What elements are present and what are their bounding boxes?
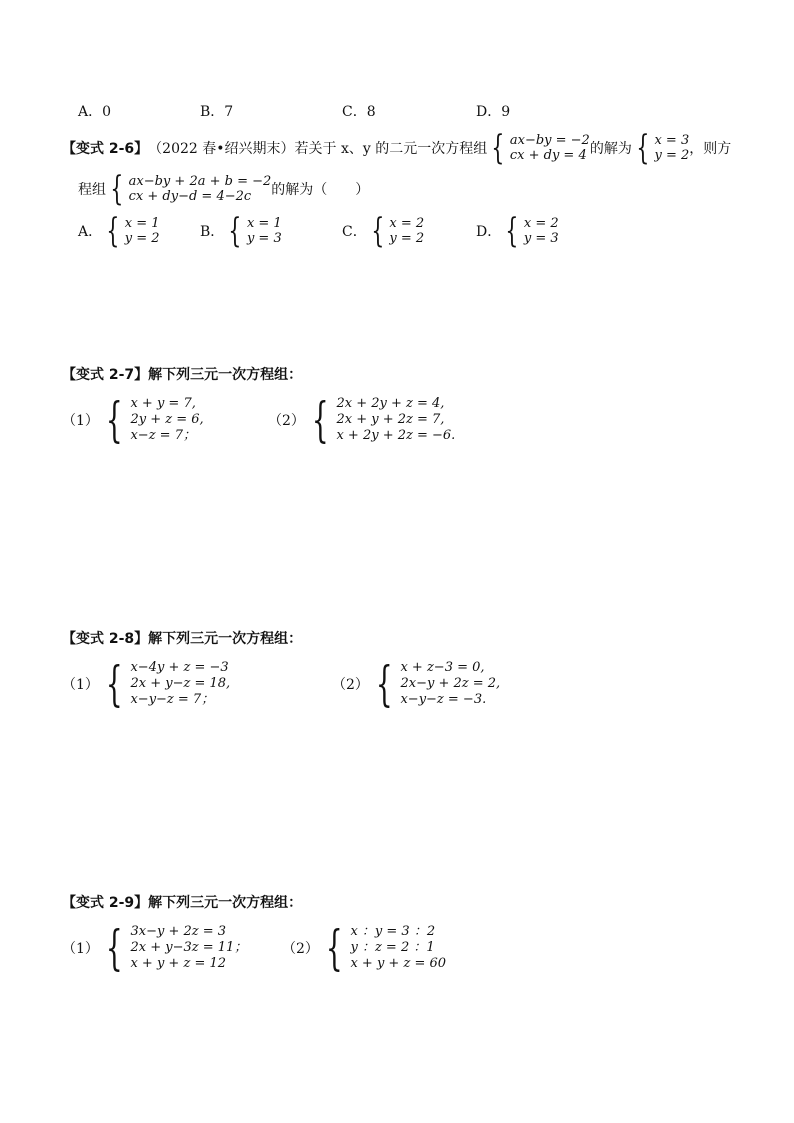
brace: { [491, 128, 505, 168]
option-label: D． [476, 224, 502, 240]
equation-line: x = 3 [654, 133, 690, 148]
option-c [342, 211, 425, 251]
brace: { [105, 392, 123, 448]
option-system [102, 211, 160, 251]
equation-line: x−y−z = 7； [130, 692, 215, 707]
equation-line: x = 2 [389, 216, 425, 231]
option-label: B． [200, 224, 225, 240]
question-2-8-title: 【变式 2-8】解下列三元一次方程组： [62, 631, 303, 647]
equation-line: x + z−3 = 0, [400, 660, 485, 675]
question-2-6-line2 [78, 169, 370, 209]
equation-lines [524, 214, 559, 248]
equation-lines [510, 131, 590, 165]
question-source: （2022 春•绍兴期末）若关于 x、y 的二元一次方程组 [148, 141, 488, 157]
equation-line: y = 2 [654, 148, 690, 163]
equation-lines [654, 131, 689, 165]
equation-lines [400, 660, 500, 708]
equation-lines [130, 924, 247, 972]
equation-line: x−y−z = −3. [400, 692, 487, 707]
brace: { [325, 920, 343, 976]
equation-lines [247, 214, 282, 248]
equation-system-2 [106, 169, 272, 209]
question-2-7-part1 [62, 392, 204, 448]
equation-lines [130, 660, 230, 708]
solution-system-1 [632, 128, 690, 168]
brace: { [105, 656, 123, 712]
option-c: C．8 [342, 104, 376, 120]
equation-system [99, 392, 204, 448]
equation-line: x + y + z = 12 [130, 956, 227, 971]
option-label: C． [342, 224, 367, 240]
equation-system [99, 656, 231, 712]
equation-line: x + 2y + 2z = −6. [336, 428, 456, 443]
question-2-7-title: 【变式 2-7】解下列三元一次方程组： [62, 367, 303, 383]
brace: { [228, 211, 242, 251]
equation-line: y ：z = 2 ：1 [350, 940, 435, 955]
question-2-8-part2 [332, 656, 501, 712]
option-d: D．9 [476, 104, 511, 120]
question-2-9-title: 【变式 2-9】解下列三元一次方程组： [62, 895, 303, 911]
equation-lines [350, 924, 446, 972]
equation-line: x + y = 7, [130, 396, 196, 411]
question-2-6-line1 [62, 128, 732, 168]
equation-line: cx + dy = 4 [509, 148, 587, 163]
equation-line: 3x−y + 2z = 3 [130, 924, 227, 939]
equation-line: x−z = 7； [130, 428, 196, 443]
equation-lines [125, 214, 160, 248]
text-segment: 的解为（ ） [271, 182, 370, 198]
option-d [476, 211, 559, 251]
option-a [78, 211, 160, 251]
equation-line: y = 2 [389, 231, 425, 246]
question-2-8-part1 [62, 656, 231, 712]
question-tag: 【变式 2-6】 [62, 141, 149, 157]
equation-system [99, 920, 248, 976]
equation-line: 2x + y−z = 18, [130, 676, 231, 691]
part-label: （2） [332, 677, 369, 693]
equation-line: cx + dy−d = 4−2c [128, 189, 252, 204]
option-b [200, 211, 282, 251]
option-system [501, 211, 559, 251]
option-system [224, 211, 282, 251]
equation-line: 2x + y−3z = 11； [130, 940, 248, 955]
equation-line: 2x + 2y + z = 4, [336, 396, 445, 411]
brace: { [311, 392, 329, 448]
equation-system-1 [487, 128, 590, 168]
brace: { [371, 211, 385, 251]
equation-lines [336, 396, 455, 444]
equation-line: x = 2 [523, 216, 559, 231]
equation-line: x = 1 [124, 216, 160, 231]
text-segment: 的解为 [589, 141, 632, 157]
part-label: （2） [268, 413, 305, 429]
part-label: （1） [62, 677, 99, 693]
equation-system [305, 392, 456, 448]
equation-system [319, 920, 447, 976]
equation-line: ax−by + 2a + b = −2 [128, 174, 272, 189]
equation-lines [129, 172, 272, 206]
question-2-9-part1 [62, 920, 248, 976]
equation-line: y = 2 [124, 231, 160, 246]
equation-line: x−4y + z = −3 [130, 660, 229, 675]
part-label: （2） [282, 941, 319, 957]
question-2-9-part2 [282, 920, 447, 976]
equation-line: x + y + z = 60 [350, 956, 447, 971]
equation-system [369, 656, 501, 712]
brace: { [106, 211, 120, 251]
equation-line: y = 3 [246, 231, 282, 246]
part-label: （1） [62, 413, 99, 429]
equation-lines [130, 396, 203, 444]
option-label: A． [78, 224, 103, 240]
option-a: A．0 [78, 104, 112, 120]
equation-line: y = 3 [523, 231, 559, 246]
text-segment: 程组 [78, 182, 106, 198]
equation-line: 2x + y + 2z = 7, [336, 412, 445, 427]
equation-line: x ：y = 3 ：2 [350, 924, 436, 939]
brace: { [505, 211, 519, 251]
brace: { [375, 656, 393, 712]
equation-line: x = 1 [246, 216, 282, 231]
text-segment: ，则方 [689, 141, 732, 157]
brace: { [110, 169, 124, 209]
equation-line: 2x−y + 2z = 2, [400, 676, 501, 691]
option-b: B．7 [200, 104, 234, 120]
brace: { [636, 128, 650, 168]
part-label: （1） [62, 941, 99, 957]
equation-line: ax−by = −2 [509, 133, 590, 148]
equation-lines [389, 214, 424, 248]
question-2-7-part2 [268, 392, 456, 448]
equation-line: 2y + z = 6, [130, 412, 204, 427]
brace: { [105, 920, 123, 976]
option-system [367, 211, 425, 251]
